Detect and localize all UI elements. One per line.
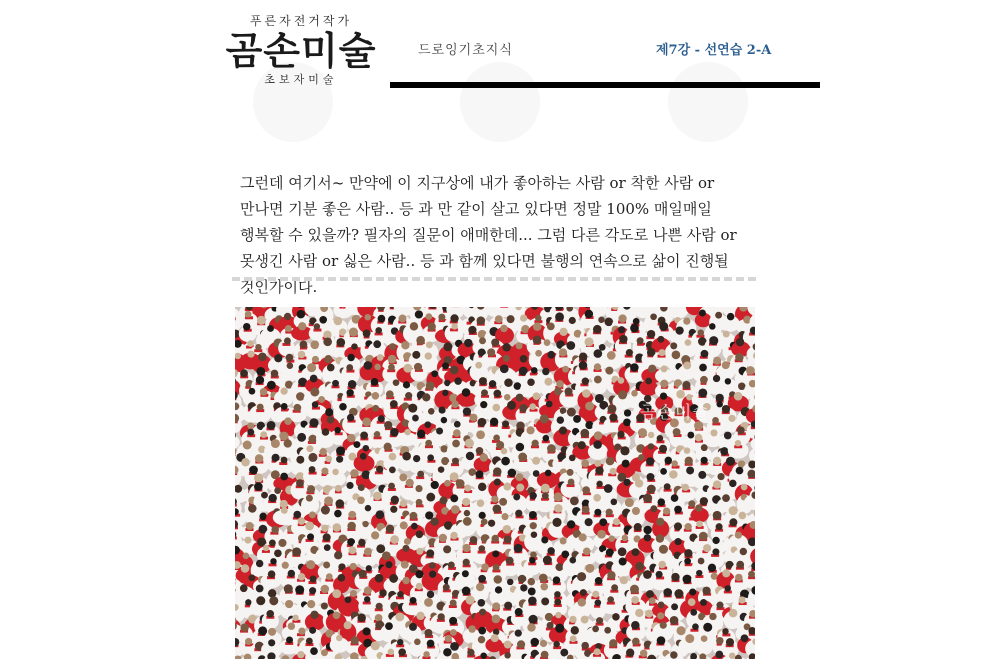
header-rule [390, 82, 820, 88]
brand-tagline-bottom: 초보자미술 [264, 73, 338, 86]
watermark-circle [668, 62, 748, 142]
crowd-photo [235, 307, 755, 659]
brand-title: 곰손미술 [225, 28, 377, 73]
dashed-divider [232, 277, 756, 281]
lesson-title: 제7강 - 선연습 2-A [656, 43, 772, 58]
article-paragraph: 그런데 여기서~ 만약에 이 지구상에 내가 좋아하는 사람 or 착한 사람 or 만나면 기분 좋은 사람.. 등 과 만 같이 살고 있다면 정말 100% 매일매일 행복할 수 있을까? 필자의 질문이 애매한데... 그럼 다른 각도로 나쁜 사람 or 못생긴 사람 or 싫은 사람.. 등 과 함께 있다면 불행의 연속으로 삶이 진행될 것인가이다. [240, 174, 737, 296]
brand-logo [222, 12, 380, 87]
photo-watermark: 곰손미술 [640, 403, 710, 423]
brand-tagline-top: 푸른자전거작가 [249, 14, 353, 28]
watermark-circle [460, 62, 540, 142]
crowd-photo-image [235, 307, 755, 659]
course-category: 드로잉기초지식 [418, 43, 513, 58]
